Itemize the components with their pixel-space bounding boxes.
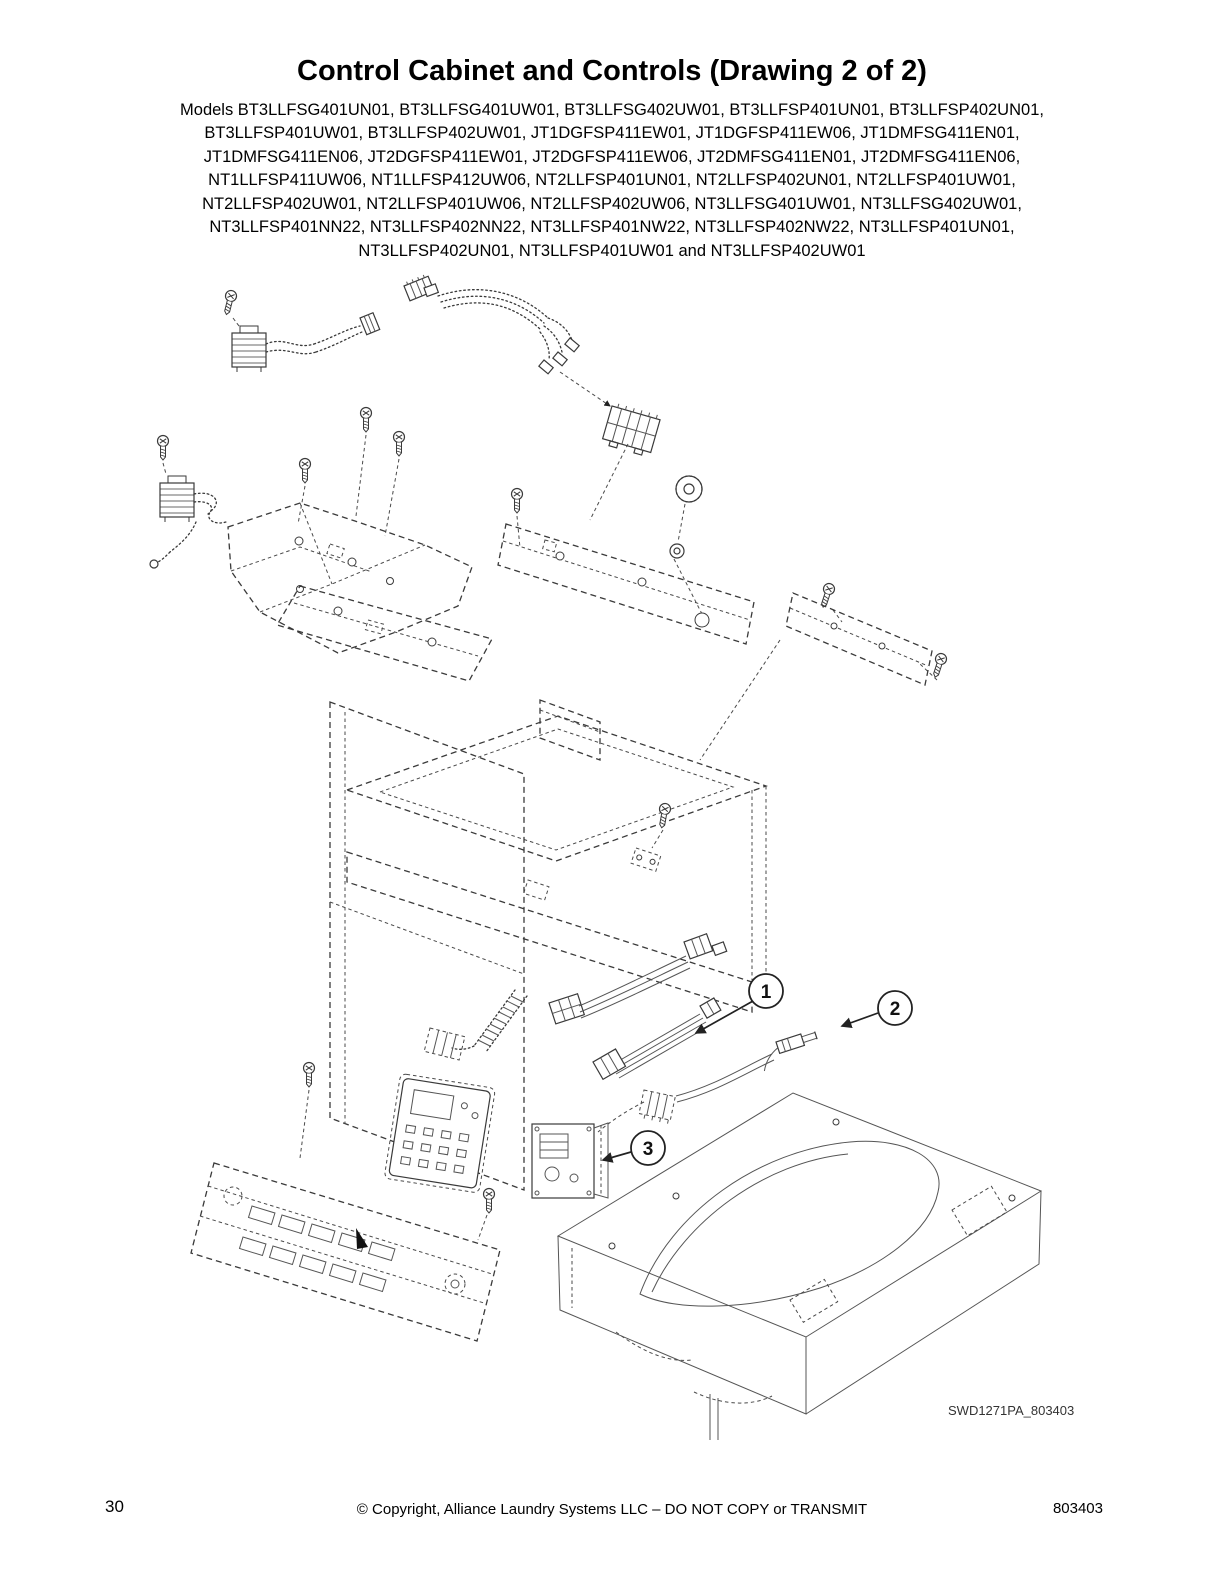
wire-connector-icon xyxy=(549,994,584,1024)
screw-icon xyxy=(300,459,311,484)
callout-2-label: 2 xyxy=(889,999,901,1020)
right-bracket xyxy=(700,582,948,760)
screw-icon xyxy=(484,1189,495,1214)
screw-icon xyxy=(512,489,523,514)
page-title: Control Cabinet and Controls (Drawing 2 of 2) xyxy=(297,55,927,87)
screw-icon xyxy=(221,289,238,315)
transformer-icon xyxy=(232,326,266,372)
mounting-bracket xyxy=(228,503,472,653)
wire-terminal-icon xyxy=(539,360,553,374)
screw-icon xyxy=(158,436,169,461)
mounting-clip xyxy=(631,848,661,871)
transformer-icon xyxy=(160,476,194,522)
exploded-diagram xyxy=(0,270,1224,1440)
callout-3 xyxy=(603,1131,665,1165)
wire-connector-icon xyxy=(360,313,380,335)
callout-3-label: 3 xyxy=(642,1139,654,1160)
exploded-diagram-svg xyxy=(0,270,1224,1440)
pointer-mark xyxy=(356,1228,368,1249)
callout-2 xyxy=(842,991,912,1026)
wire-harness-item1 xyxy=(593,998,721,1079)
callout-2-arrow xyxy=(842,1013,878,1026)
screw-icon xyxy=(304,1063,315,1088)
wire-terminal-icon xyxy=(565,338,579,352)
callout-1-label: 1 xyxy=(760,982,772,1003)
wire-connector-icon xyxy=(638,1090,675,1124)
copyright-text: © Copyright, Alliance Laundry Systems LLC – DO NOT COPY or TRANSMIT xyxy=(356,1501,868,1518)
top-harness-assembly xyxy=(221,273,610,406)
bracket-screws xyxy=(298,408,523,549)
mounting-clip xyxy=(524,880,549,900)
screw-icon xyxy=(656,803,671,829)
models-list: Models BT3LLFSG401UN01, BT3LLFSG401UW01, BT3LLFSG402UW01, BT3LLFSP401UN01, BT3LLFSP402UN01, BT3LLFSP401UW01, BT3LLFSP402UW01, JT1DGFSP411EW01, JT1DGFSP411EW06, JT1DMFSG411EN01, JT1DMFSG411EN06, JT2DGFSP411EW01, JT2DGFSP411EW06, JT2DMFSG411EN01, JT2DMFSG411EN06, NT1LLFSP411UW06, NT1LLFSP412UW06, NT2LLFSP401UN01, NT2LLFSP402UN01, NT2LLFSP401UW01, NT2LLFSP402UW01, NT2LLFSP401UW06, NT2LLFSP402UW06, NT3LLFSG401UW01, NT3LLFSG402UW01, NT3LLFSP401NN22, NT3LLFSP402NN22, NT3LLFSP401NW22, NT3LLFSP402NW22, NT3LLFSP401UN01, NT3LLFSP402UN01, NT3LLFSP401UW01 and NT3LLFSP402UW01 xyxy=(180,101,1044,260)
wire-connector-icon xyxy=(712,942,727,956)
callout-3-arrow xyxy=(603,1152,631,1160)
ribbon-harness xyxy=(549,934,727,1024)
top-trim-panel xyxy=(498,524,754,644)
control-board xyxy=(384,1073,495,1193)
timer-control-item3 xyxy=(532,1102,644,1198)
plug-icon xyxy=(757,1030,821,1071)
page-number: 30 xyxy=(105,1497,124,1516)
wire-terminal-icon xyxy=(553,352,567,366)
screw-icon xyxy=(361,408,372,433)
screw-icon xyxy=(394,432,405,457)
terminal-block xyxy=(601,402,661,457)
screw-icon xyxy=(930,652,948,679)
drawing-code: SWD1271PA_803403 xyxy=(948,1403,1075,1418)
wire-connector-icon xyxy=(593,1049,626,1079)
ground-strap xyxy=(424,990,527,1060)
grommet-assembly xyxy=(670,476,702,614)
left-transformer-assembly xyxy=(150,436,226,569)
doc-number: 803403 xyxy=(1052,1500,1103,1517)
wire-connector-icon xyxy=(424,1028,465,1060)
plug-harness-item2 xyxy=(638,1030,821,1124)
wire-connector-icon xyxy=(684,934,713,959)
